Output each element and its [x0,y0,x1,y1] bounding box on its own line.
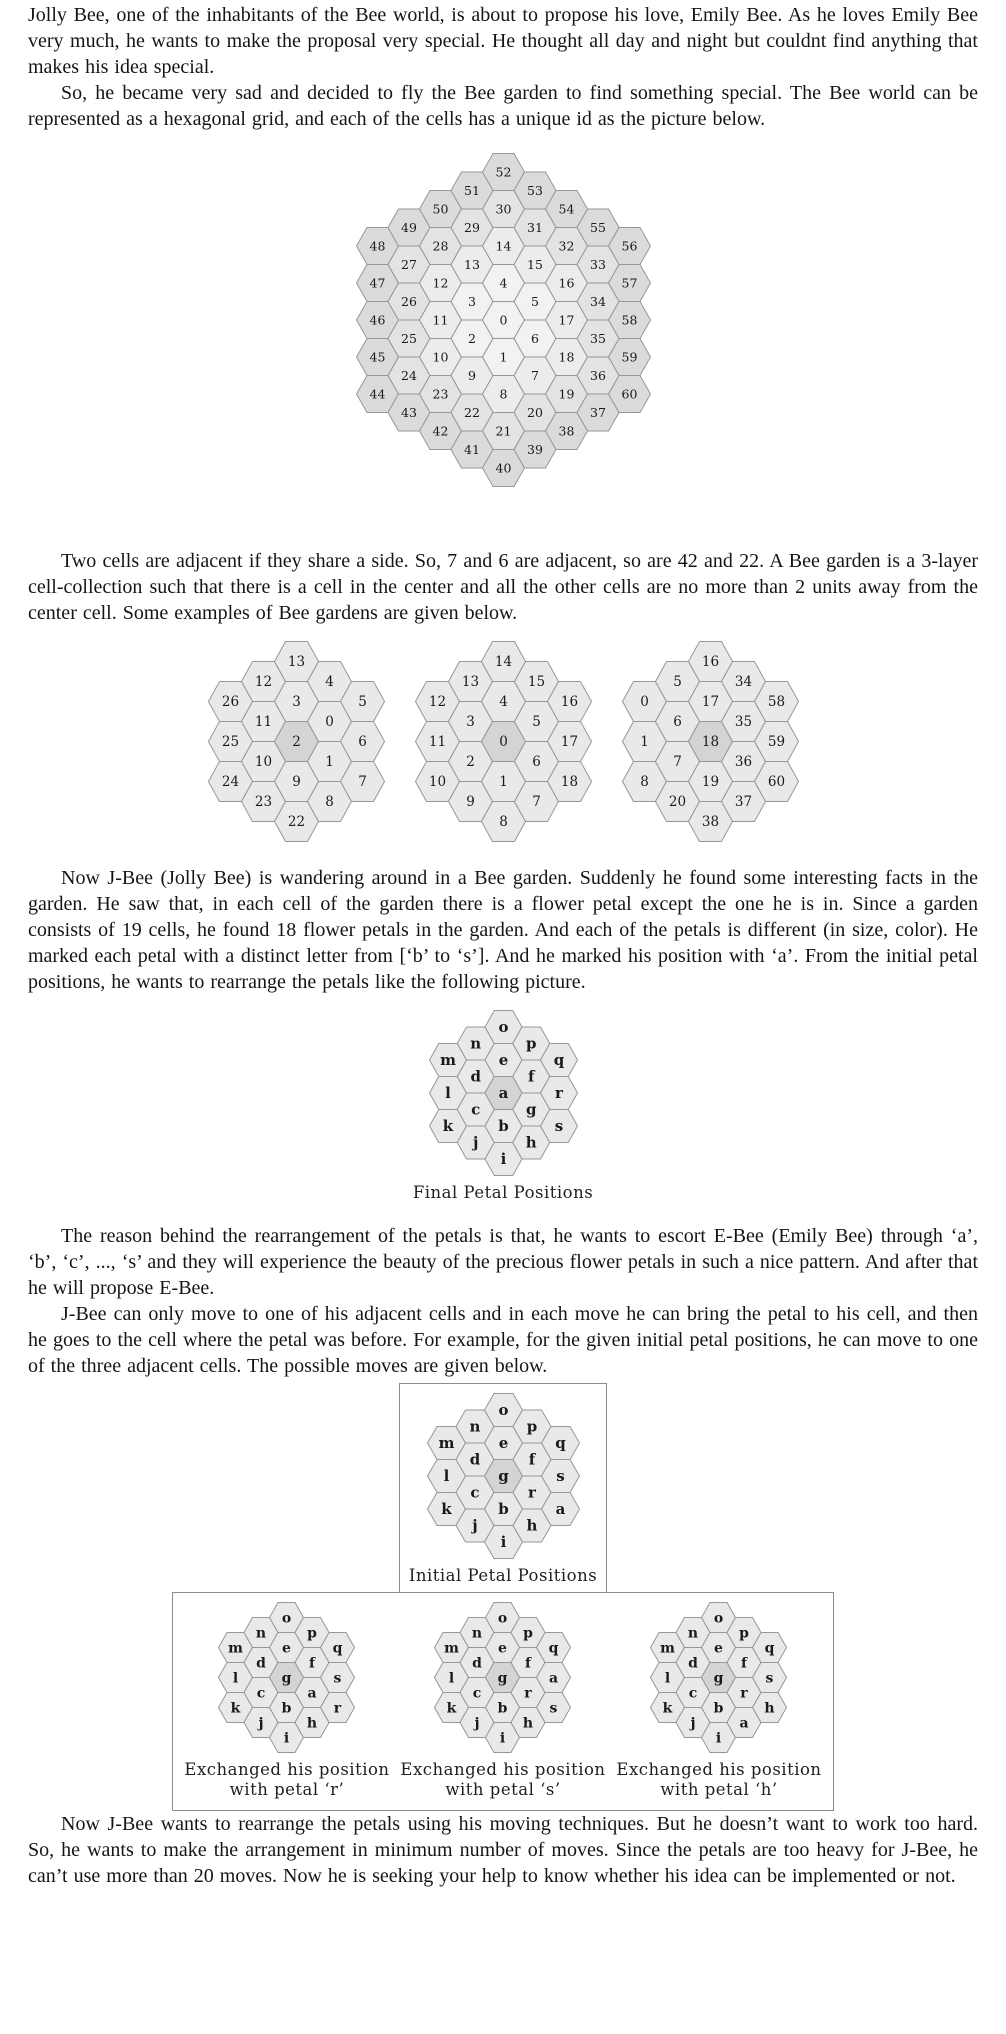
svg-text:17: 17 [558,312,574,328]
svg-text:b: b [498,1700,508,1717]
svg-text:12: 12 [428,694,446,711]
svg-text:j: j [690,1715,697,1732]
svg-text:23: 23 [432,386,448,402]
exchange-s-caption-line2: with petal ‘s’ [445,1780,561,1799]
svg-text:4: 4 [498,694,508,711]
svg-text:b: b [497,1117,509,1136]
svg-text:44: 44 [369,386,385,402]
svg-text:52: 52 [495,164,511,180]
hex-grid-svg [428,1009,579,1177]
svg-text:m: m [439,1051,456,1070]
svg-text:16: 16 [558,275,574,291]
svg-text:15: 15 [526,256,543,272]
svg-text:35: 35 [734,714,752,731]
svg-text:e: e [498,1051,508,1070]
svg-text:3: 3 [291,694,301,711]
svg-text:53: 53 [526,182,543,198]
svg-text:n: n [256,1625,267,1642]
svg-text:q: q [554,1434,566,1453]
hex-grid-svg [621,640,800,843]
garden-example-1 [207,640,386,843]
svg-text:31: 31 [526,219,543,235]
svg-text:c: c [257,1685,266,1702]
svg-text:s: s [554,1117,563,1136]
svg-text:19: 19 [701,774,719,791]
svg-text:j: j [474,1715,481,1732]
svg-text:18: 18 [560,774,578,791]
svg-text:r: r [334,1700,342,1717]
svg-text:h: h [764,1700,776,1717]
svg-text:l: l [233,1670,239,1687]
exchange-s-hex-grid [433,1601,572,1754]
svg-text:39: 39 [526,441,543,457]
svg-text:n: n [472,1625,483,1642]
exchange-s-caption [400,1760,605,1800]
exchange-h-caption-line1: Exchanged his position [616,1760,822,1779]
initial-petals-caption: Initial Petal Positions [408,1566,598,1585]
svg-text:f: f [525,1655,532,1672]
svg-text:36: 36 [589,367,606,383]
svg-text:m: m [444,1640,460,1657]
svg-text:7: 7 [531,794,541,811]
svg-text:c: c [469,1483,480,1502]
svg-text:34: 34 [734,674,752,691]
svg-text:s: s [555,1467,565,1486]
svg-text:f: f [528,1450,535,1469]
bee-world-hex-grid [355,152,652,488]
svg-text:p: p [739,1625,750,1642]
initial-petals-box [399,1383,607,1593]
svg-text:b: b [714,1700,724,1717]
hex-grid-svg [414,640,593,843]
garden-example-2 [414,640,593,843]
svg-text:2: 2 [467,330,476,346]
svg-text:0: 0 [498,734,508,751]
svg-text:m: m [438,1434,454,1453]
svg-text:11: 11 [428,734,446,751]
svg-text:11: 11 [432,312,448,328]
exchange-with-h [612,1601,826,1800]
svg-text:1: 1 [499,349,507,365]
svg-text:56: 56 [621,238,637,254]
svg-text:a: a [498,1084,508,1103]
exchange-h-caption-line2: with petal ‘h’ [660,1780,778,1799]
svg-text:c: c [689,1685,698,1702]
svg-text:9: 9 [465,794,475,811]
svg-text:o: o [714,1610,724,1627]
svg-text:h: h [525,1133,537,1152]
svg-text:6: 6 [672,714,682,731]
svg-text:i: i [284,1730,290,1747]
svg-text:17: 17 [701,694,719,711]
svg-text:37: 37 [734,794,752,811]
svg-text:8: 8 [499,386,507,402]
hex-grid-svg [355,152,652,488]
svg-text:f: f [527,1067,534,1086]
hex-grid-svg [207,640,386,843]
svg-text:10: 10 [254,754,272,771]
svg-text:d: d [256,1655,267,1672]
svg-text:p: p [525,1034,536,1053]
svg-text:6: 6 [357,734,367,751]
svg-text:i: i [500,1150,506,1169]
svg-text:n: n [469,1034,481,1053]
svg-text:20: 20 [668,794,686,811]
svg-text:57: 57 [621,275,637,291]
svg-text:h: h [307,1715,318,1732]
svg-text:0: 0 [499,312,507,328]
svg-text:13: 13 [461,674,479,691]
svg-text:14: 14 [494,654,512,671]
svg-text:6: 6 [531,754,541,771]
hex-grid-svg [426,1392,581,1560]
svg-text:o: o [498,1610,508,1627]
svg-text:a: a [739,1715,750,1732]
svg-text:38: 38 [701,814,719,831]
svg-text:j: j [258,1715,265,1732]
svg-text:a: a [307,1685,318,1702]
svg-text:1: 1 [324,754,334,771]
paragraph-reason: The reason behind the rearrangement of the petals is that, he wants to escort E-Bee (Emily Bee) through ‘a’, ‘b’, ‘c’, ..., ‘s’ and they will experience the beauty of the precious flower petals in such a nice pattern. And after that he will propose E-Bee. [28,1225,978,1299]
garden-example-3 [621,640,800,843]
svg-text:3: 3 [467,293,476,309]
svg-text:11: 11 [254,714,272,731]
svg-text:o: o [497,1018,509,1037]
svg-text:7: 7 [672,754,682,771]
svg-text:e: e [714,1640,724,1657]
svg-text:b: b [282,1700,292,1717]
exchange-with-s [396,1601,610,1800]
svg-text:36: 36 [734,754,752,771]
svg-text:43: 43 [400,404,417,420]
svg-text:13: 13 [463,256,480,272]
svg-text:14: 14 [495,238,511,254]
paragraph-moves: J-Bee can only move to one of his adjacent cells and in each move he can bring the petal to his cell, and then he goes to the cell where the petal was before. For example, for the given initial petal positions, he can move to one of the three adjacent cells. The possible moves are given below. [28,1303,978,1377]
svg-text:40: 40 [495,460,511,476]
svg-text:17: 17 [560,734,578,751]
svg-text:55: 55 [589,219,606,235]
paragraph-conclusion: Now J-Bee wants to rearrange the petals using his moving techniques. But he doesn’t want to work too hard. So, he wants to make the arrangement in minimum number of moves. Since the petals are too heavy for J-Bee, he can’t use more than 20 moves. Now he is seeking your help to know whether his idea can be implemented or not. [28,1813,978,1887]
svg-text:i: i [500,1730,506,1747]
svg-text:m: m [660,1640,676,1657]
svg-text:j: j [472,1133,478,1152]
svg-text:48: 48 [369,238,385,254]
svg-text:i: i [716,1730,722,1747]
svg-text:58: 58 [621,312,637,328]
svg-text:d: d [469,1450,480,1469]
svg-text:g: g [282,1670,292,1687]
svg-text:k: k [440,1500,452,1519]
svg-text:g: g [497,1467,509,1486]
svg-text:r: r [740,1685,749,1702]
svg-text:q: q [765,1640,775,1657]
svg-text:46: 46 [369,312,385,328]
svg-text:27: 27 [400,256,417,272]
svg-text:c: c [470,1100,480,1119]
svg-text:k: k [447,1700,457,1717]
svg-text:s: s [550,1700,558,1717]
paragraph-petals: Now J-Bee (Jolly Bee) is wandering around in a Bee garden. Suddenly he found some interesting facts in the garden. He saw that, in each cell of the garden there is a flower petal except the one he is in. Since a garden consists of 19 cells, he found 18 flower petals in the garden. And each of the petals is different (in size, color). He marked each petal with a distinct letter from [‘b’ to ‘s’]. And he marked his position with ‘a’. From the initial petal positions, he wants to rearrange the petals like the following picture. [28,867,978,993]
svg-text:m: m [228,1640,244,1657]
possible-moves-box [172,1592,834,1811]
svg-text:24: 24 [221,774,239,791]
svg-text:c: c [473,1685,482,1702]
svg-text:58: 58 [767,694,785,711]
svg-text:k: k [231,1700,241,1717]
exchange-r-hex-grid [217,1601,356,1754]
exchange-with-r [180,1601,394,1800]
svg-text:20: 20 [526,404,543,420]
svg-text:r: r [524,1685,533,1702]
paragraph-bee-world: So, he became very sad and decided to fly the Bee garden to find something special. The Bee world can be represented as a hexagonal grid, and each of the cells has a unique id as the picture below. [28,82,978,130]
svg-text:30: 30 [495,201,511,217]
svg-text:b: b [497,1500,509,1519]
svg-text:g: g [525,1100,536,1119]
exchange-s-caption-line1: Exchanged his position [400,1760,606,1779]
svg-text:18: 18 [558,349,574,365]
svg-text:s: s [334,1670,342,1687]
final-petals-caption: Final Petal Positions [412,1183,594,1202]
svg-text:o: o [282,1610,292,1627]
svg-text:29: 29 [463,219,480,235]
svg-text:d: d [472,1655,483,1672]
svg-text:8: 8 [324,794,334,811]
figure-bee-world-grid [28,152,978,488]
svg-text:h: h [526,1516,537,1535]
svg-text:q: q [553,1051,564,1070]
svg-text:34: 34 [589,293,606,309]
svg-text:5: 5 [672,674,682,691]
svg-text:p: p [523,1625,534,1642]
svg-text:5: 5 [357,694,367,711]
svg-text:26: 26 [400,293,417,309]
svg-text:18: 18 [701,734,719,751]
svg-text:h: h [523,1715,534,1732]
svg-text:6: 6 [530,330,539,346]
svg-text:60: 60 [767,774,785,791]
svg-text:47: 47 [369,275,385,291]
svg-text:9: 9 [467,367,476,383]
svg-text:g: g [498,1670,508,1687]
svg-text:7: 7 [530,367,539,383]
svg-text:25: 25 [400,330,417,346]
svg-text:37: 37 [589,404,606,420]
svg-text:e: e [498,1434,508,1453]
svg-text:r: r [527,1483,536,1502]
svg-text:9: 9 [291,774,301,791]
svg-text:r: r [554,1084,563,1103]
svg-text:49: 49 [400,219,417,235]
hex-grid-svg [217,1601,356,1754]
svg-text:4: 4 [324,674,334,691]
paragraph-adjacency: Two cells are adjacent if they share a side. So, 7 and 6 are adjacent, so are 42 and 22. A Bee garden is a 3-layer cell-collection such that there is a cell in the center and all the other cells are no more than 2 units away from the center cell. Some examples of Bee gardens are given below. [28,550,978,624]
svg-text:d: d [470,1067,481,1086]
svg-text:e: e [282,1640,292,1657]
svg-text:45: 45 [369,349,385,365]
svg-text:1: 1 [498,774,508,791]
svg-text:38: 38 [558,423,574,439]
svg-text:a: a [555,1500,565,1519]
svg-text:7: 7 [357,774,367,791]
initial-petals-hex-grid [426,1392,581,1560]
svg-text:22: 22 [463,404,480,420]
svg-text:59: 59 [767,734,785,751]
svg-text:21: 21 [495,423,511,439]
svg-text:j: j [471,1516,478,1535]
svg-text:0: 0 [324,714,334,731]
svg-text:8: 8 [639,774,649,791]
svg-text:42: 42 [432,423,448,439]
svg-text:l: l [444,1084,451,1103]
svg-text:k: k [663,1700,673,1717]
exchange-h-hex-grid [649,1601,788,1754]
svg-text:16: 16 [560,694,578,711]
svg-text:3: 3 [465,714,475,731]
svg-text:25: 25 [221,734,239,751]
svg-text:5: 5 [531,714,541,731]
exchange-r-caption-line1: Exchanged his position [184,1760,390,1779]
hex-grid-svg [649,1601,788,1754]
svg-text:o: o [497,1401,509,1420]
svg-text:16: 16 [701,654,719,671]
hex-grid-svg [433,1601,572,1754]
svg-text:28: 28 [432,238,448,254]
svg-text:10: 10 [428,774,446,791]
svg-text:15: 15 [527,674,545,691]
svg-text:p: p [307,1625,318,1642]
svg-text:f: f [309,1655,316,1672]
paragraph-intro: Jolly Bee, one of the inhabitants of the Bee world, is about to propose his love, Emily Bee. As he loves Emily Bee very much, he wants to make the proposal very special. He thought all day and night but couldnt find anything that makes his idea special. [28,4,978,78]
svg-text:60: 60 [621,386,637,402]
exchange-r-caption-line2: with petal ‘r’ [229,1780,345,1799]
svg-text:41: 41 [463,441,480,457]
svg-text:22: 22 [287,814,305,831]
svg-text:i: i [500,1533,506,1552]
svg-text:1: 1 [639,734,649,751]
svg-text:10: 10 [432,349,448,365]
svg-text:23: 23 [254,794,272,811]
svg-text:0: 0 [639,694,649,711]
svg-text:f: f [741,1655,748,1672]
svg-text:26: 26 [221,694,239,711]
svg-text:54: 54 [558,201,574,217]
svg-text:e: e [498,1640,508,1657]
svg-text:p: p [526,1417,537,1436]
svg-text:51: 51 [463,182,480,198]
svg-text:s: s [766,1670,774,1687]
svg-text:2: 2 [465,754,475,771]
svg-text:g: g [714,1670,724,1687]
svg-text:19: 19 [558,386,574,402]
svg-text:13: 13 [287,654,305,671]
svg-text:q: q [333,1640,343,1657]
svg-text:33: 33 [589,256,606,272]
svg-text:24: 24 [400,367,417,383]
figure-garden-examples [28,640,978,843]
svg-text:a: a [549,1670,559,1687]
svg-text:k: k [442,1117,453,1136]
svg-text:l: l [449,1670,455,1687]
svg-text:d: d [688,1655,699,1672]
figure-final-petals [28,1009,978,1203]
final-petals-hex-grid [428,1009,579,1177]
svg-text:50: 50 [432,201,448,217]
svg-text:n: n [469,1417,480,1436]
svg-text:59: 59 [621,349,637,365]
svg-text:12: 12 [432,275,448,291]
svg-text:4: 4 [499,275,507,291]
exchange-r-caption [184,1760,389,1800]
svg-text:n: n [688,1625,699,1642]
svg-text:5: 5 [530,293,539,309]
svg-text:35: 35 [589,330,606,346]
svg-text:32: 32 [558,238,574,254]
svg-text:l: l [665,1670,671,1687]
exchange-h-caption [616,1760,821,1800]
svg-text:2: 2 [291,734,301,751]
svg-text:12: 12 [254,674,272,691]
svg-text:8: 8 [498,814,508,831]
svg-text:l: l [443,1467,449,1486]
svg-text:q: q [549,1640,559,1657]
